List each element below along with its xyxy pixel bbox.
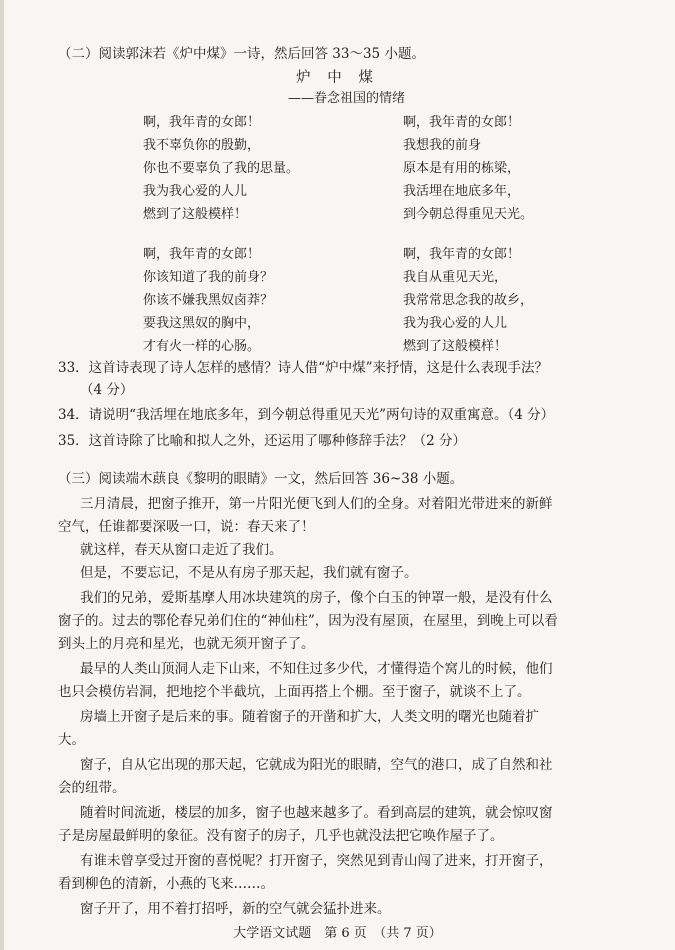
section-3-heading: （三）阅读端木蕻良《黎明的眼睛》一文，然后回答 36~38 小题。: [58, 471, 464, 487]
essay-line: 随着时间流逝，楼层的加多，窗子也越来越多了。看到高层的建筑，就会惊叹窗: [80, 805, 553, 821]
essay-line: 窗子，自从它出现的那天起，它就成为阳光的眼睛，空气的港口，成了自然和社: [80, 757, 553, 773]
poem-line: 原本是有用的栋梁，: [403, 161, 521, 176]
essay-line: 窗子的。过去的鄂伦春兄弟们住的“神仙柱”，因为没有屋顶，在屋里，到晚上可以看: [58, 613, 558, 629]
poem-line: 啊，我年青的女郎！: [403, 247, 521, 262]
section-2-heading: （二）阅读郭沫若《炉中煤》一诗，然后回答 33～35 小题。: [58, 46, 425, 62]
poem-line: 我活埋在地底多年，: [403, 184, 521, 199]
question-33: 33．这首诗表现了诗人怎样的感情？诗人借“炉中煤”来抒情，这是什么表现手法？: [58, 360, 548, 376]
poem-line: 你该知道了我的前身？: [143, 270, 274, 285]
essay-line: 看到柳色的清新，小燕的飞来……。: [58, 876, 274, 892]
question-34: 34．请说明“我活埋在地底多年，到今朝总得重见天光”两句诗的双重寓意。（4 分）: [58, 407, 555, 423]
poem-line: 你该不嫌我黑奴卤莽？: [143, 293, 274, 308]
poem-line: 到今朝总得重见天光。: [403, 207, 534, 222]
question-35: 35．这首诗除了比喻和拟人之外，还运用了哪种修辞手法？（2 分）: [58, 433, 467, 449]
page-footer: 大学语文试题 第 6 页 （共 7 页）: [233, 926, 442, 941]
poem-title: 炉 中 煤: [296, 70, 379, 86]
essay-line: 窗子开了，用不着打招呼，新的空气就会猛扑进来。: [80, 901, 391, 917]
essay-line: 房墙上开窗子是后来的事。随着窗子的开凿和扩大，人类文明的曙光也随着扩: [80, 709, 539, 725]
poem-line: 燃到了这般模样！: [403, 339, 508, 354]
poem-line: 我想我的前身: [403, 138, 482, 153]
essay-line: 大。: [58, 732, 85, 748]
essay-line: 但是，不要忘记，不是从有房子那天起，我们就有窗子。: [80, 565, 418, 581]
poem-line: 燃到了这般模样！: [143, 207, 248, 222]
essay-line: 三月清晨，把窗子推开，第一片阳光便飞到人们的全身。对着阳光带进来的新鲜: [80, 496, 553, 512]
question-33-points: （4 分）: [80, 382, 134, 398]
poem-line: 我自从重见天光，: [403, 270, 508, 285]
essay-line: 也只会模仿岩洞，把地挖个半截坑，上面再搭上个棚。至于窗子，就谈不上了。: [58, 684, 531, 700]
essay-line: 最早的人类山顶洞人走下山来，不知住过多少代，才懂得造个窝儿的时候，他们: [80, 661, 553, 677]
essay-line: 空气，任谁都要深吸一口，说：春天来了！: [58, 519, 315, 535]
poem-line: 我常常思念我的故乡，: [403, 293, 534, 308]
poem-line: 你也不要辜负了我的思量。: [143, 161, 300, 176]
poem-line: 我为我心爱的人儿: [403, 316, 508, 331]
essay-line: 到头上的月亮和星光，也就无须开窗子了。: [58, 636, 315, 652]
essay-line: 就这样，春天从窗口走近了我们。: [80, 542, 283, 558]
poem-line: 啊，我年青的女郎！: [143, 247, 261, 262]
essay-line: 会的纽带。: [58, 780, 126, 796]
poem-line: 啊，我年青的女郎！: [403, 115, 521, 130]
page-fold-shadow: [0, 0, 4, 950]
poem-line: 啊，我年青的女郎！: [143, 115, 261, 130]
poem-line: 我为我心爱的人儿: [143, 184, 248, 199]
essay-line: 有谁未曾享受过开窗的喜悦呢？打开窗子，突然见到青山闯了进来，打开窗子，: [80, 853, 553, 869]
poem-line: 我不辜负你的殷勤，: [143, 138, 261, 153]
essay-line: 我们的兄弟，爱斯基摩人用冰块建筑的房子，像个白玉的钟罩一般，是没有什么: [80, 590, 553, 606]
poem-line: 才有火一样的心肠。: [143, 339, 261, 354]
poem-subtitle: ——眷念祖国的情绪: [288, 91, 406, 106]
poem-line: 要我这黑奴的胸中，: [143, 316, 261, 331]
essay-line: 子是房屋最鲜明的象征。没有窗子的房子，几乎也就没法把它唤作屋子了。: [58, 828, 504, 844]
